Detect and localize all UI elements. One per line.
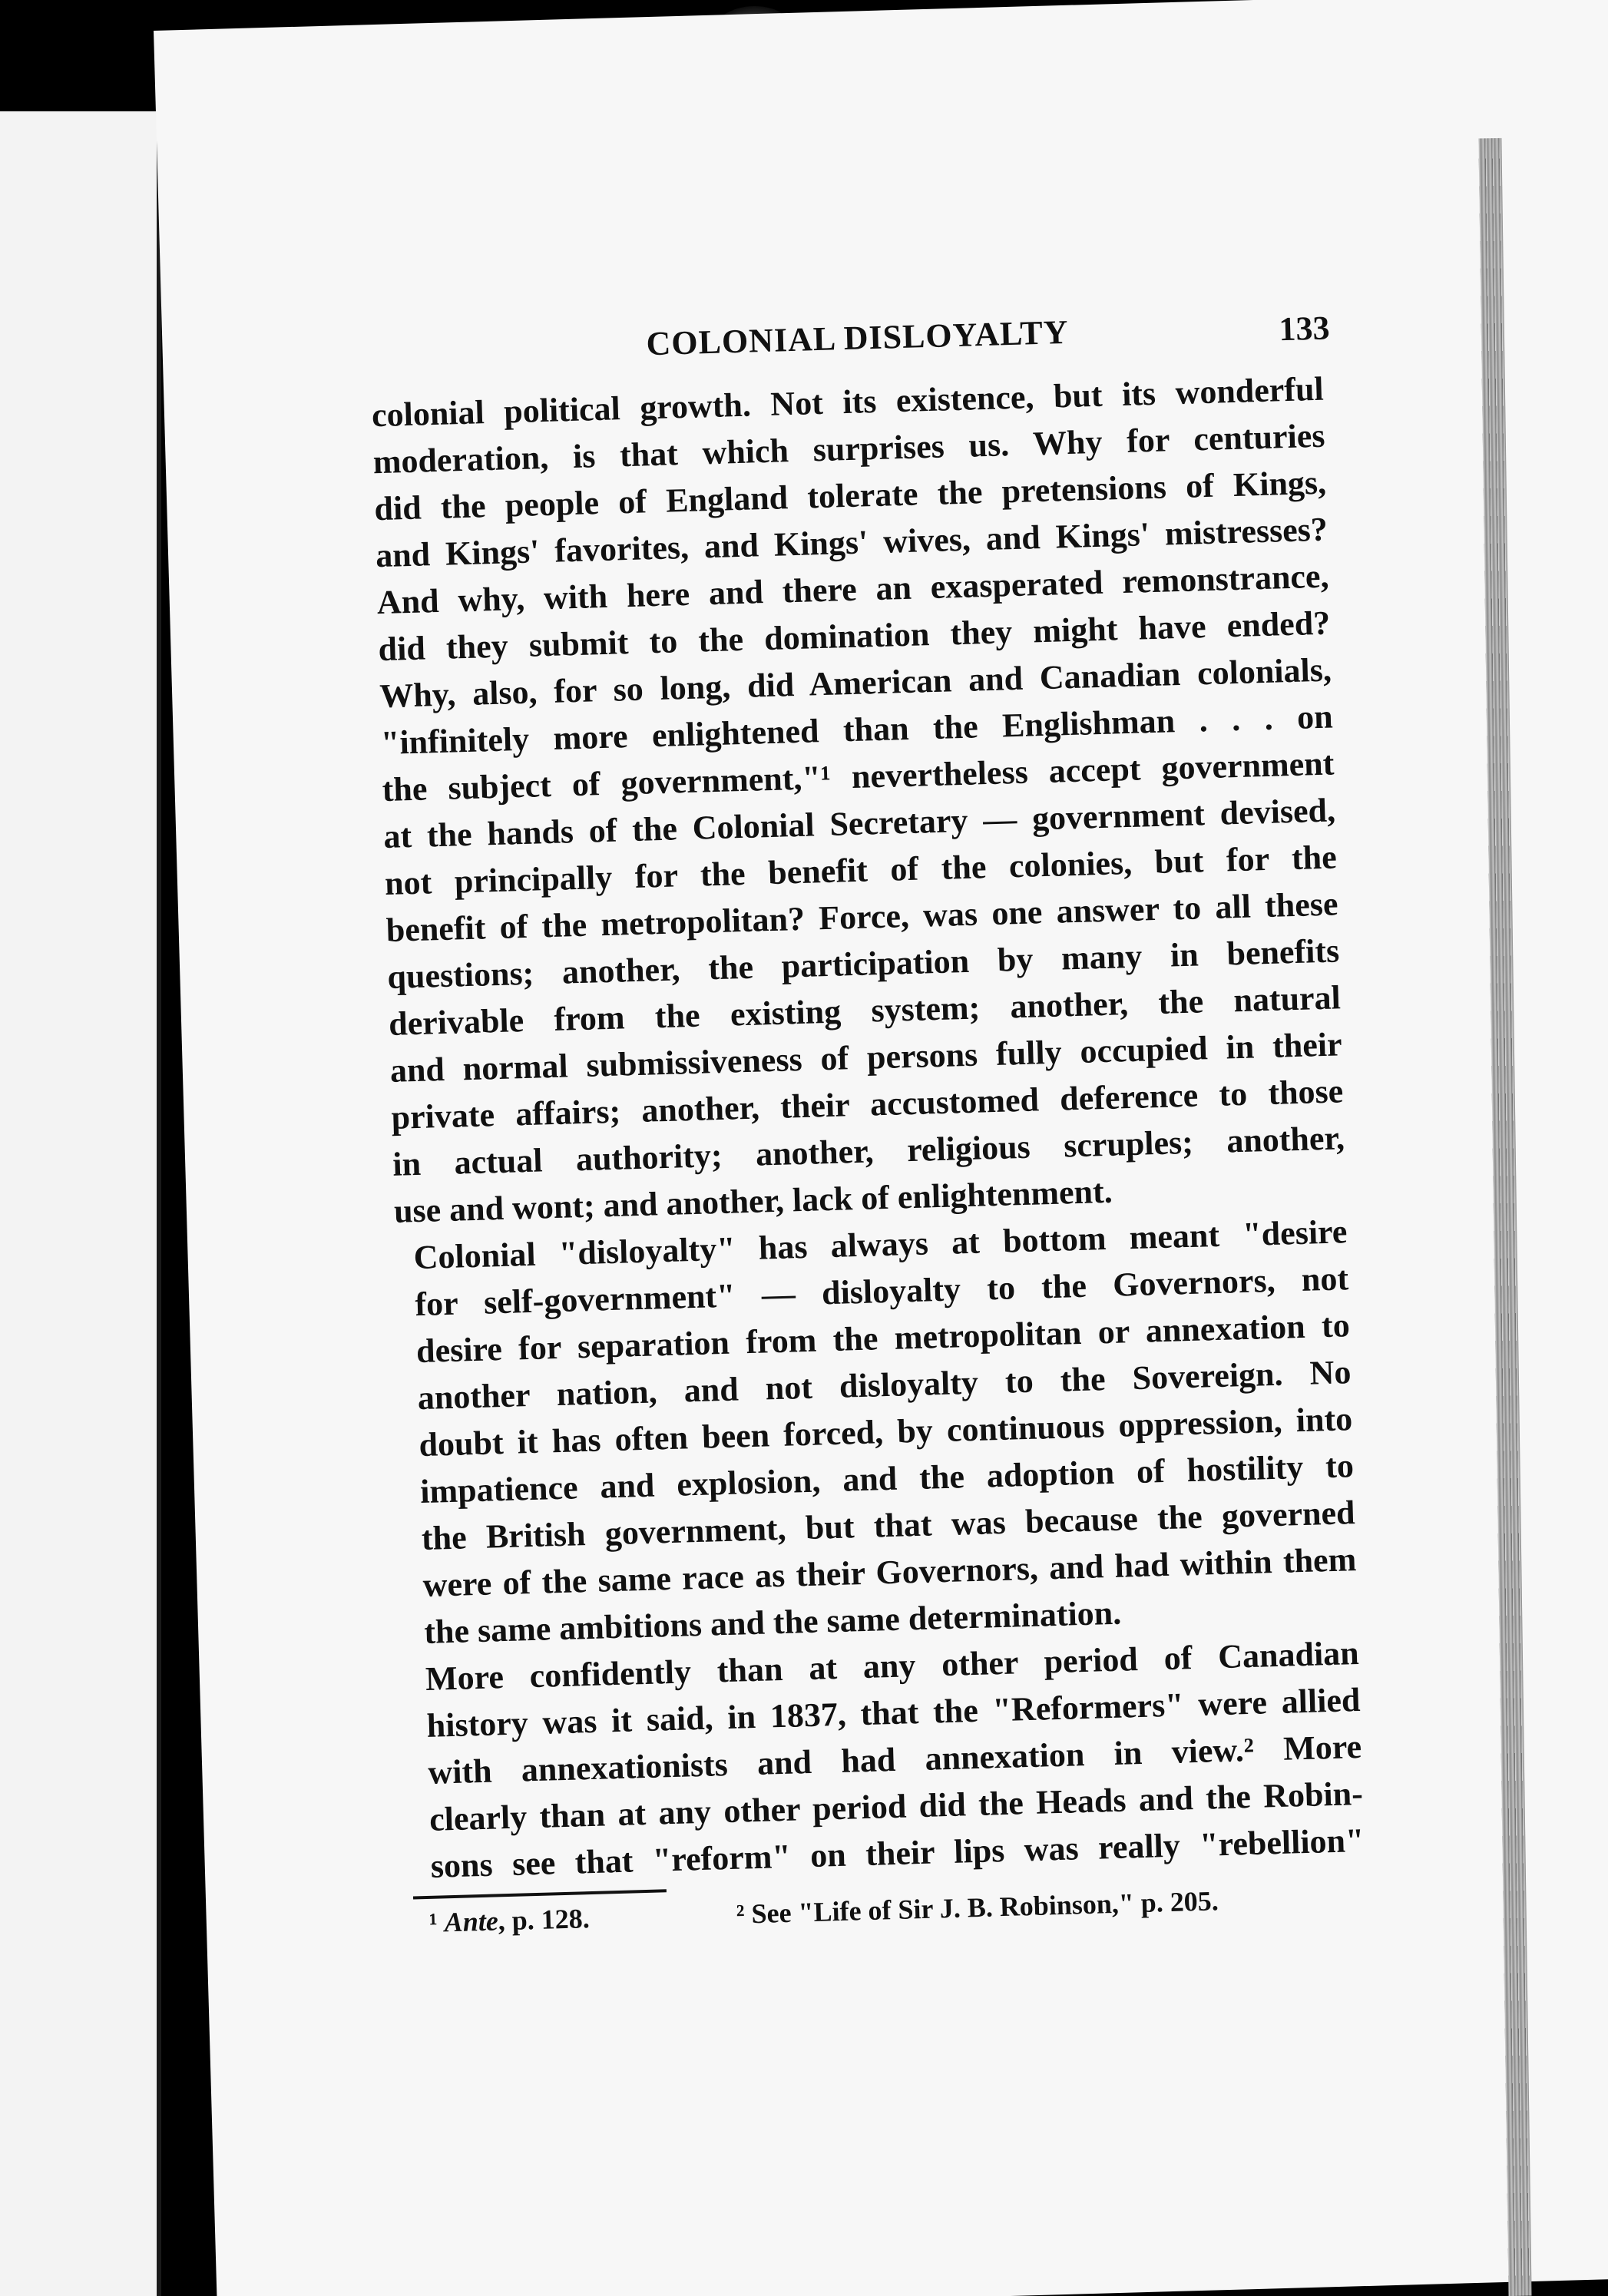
footnote-1 (428, 1902, 590, 1939)
text-line: for self-government" — disloyalty to the Governors, not (414, 1259, 1349, 1324)
text-line: sons see that "reform" on their lips was really "rebellion" (430, 1821, 1365, 1885)
text-line: And why, with here and there an exasperated remonstrance, (376, 557, 1330, 622)
footnote-1-text: , p. 128. (498, 1903, 591, 1937)
paragraph-3 (406, 1629, 1365, 1891)
text-line: with annexationists and had annexation in view.² More (427, 1727, 1362, 1791)
text-line: desire for separation from the metropolitan or annexation to (415, 1306, 1351, 1371)
footnotes (413, 1881, 1366, 1946)
text-line: and normal submissiveness of persons fully occupied in their (389, 1025, 1343, 1090)
text-line: at the hands of the Colonial Secretary — government devised, (382, 791, 1336, 856)
running-head (369, 290, 1331, 379)
page-number: 133 (1278, 309, 1331, 349)
text-line: More confidently than at any other period of Canadian (425, 1634, 1360, 1698)
text-line: Colonial "disloyalty" has always at bottom meant "desire (413, 1213, 1348, 1277)
text-line: Why, also, for so long, did American and Canadian colonials, (379, 650, 1332, 716)
page-content (369, 290, 1367, 1946)
text-line: questions; another, the participation by many in benefits (386, 931, 1340, 996)
text-line: did the people of England tolerate the pretensions of Kings, (373, 463, 1327, 528)
text-line: clearly than at any other period did the Heads and the Robin- (428, 1774, 1364, 1838)
text-line: were of the same race as their Governors, and had within them (422, 1540, 1357, 1604)
paragraph-1 (371, 366, 1346, 1235)
text-line: did they submit to the domination they might have ended? (377, 604, 1331, 669)
text-line: private affairs; another, their accustomed deference to those (390, 1072, 1344, 1136)
text-line: moderation, is that which surprises us. Why for centuries (372, 416, 1325, 481)
text-line: "infinitely more enlightened than the Englishman . . . on (380, 697, 1334, 763)
paragraph-2 (395, 1208, 1358, 1656)
text-line: another nation, and not disloyalty to the Sovereign. No (417, 1353, 1352, 1418)
footnote-1-marker: ¹ (428, 1907, 438, 1938)
footnote-rule (413, 1889, 667, 1899)
text-line: history was it said, in 1837, that the "Reformers" were allied (426, 1680, 1361, 1745)
text-line: the British government, but that was because the governed (421, 1494, 1356, 1558)
text-line: use and wont; and another, lack of enlightenment. (393, 1172, 1113, 1230)
text-line: and Kings' favorites, and Kings' wives, and Kings' mistresses? (375, 510, 1328, 575)
text-line: derivable from the existing system; another, the natural (388, 978, 1342, 1043)
book-page (154, 0, 1608, 2296)
facing-page-edge (0, 111, 161, 2296)
text-line: not principally for the benefit of the colonies, but for the (384, 838, 1338, 903)
footnote-1-italic: Ante (444, 1905, 499, 1938)
text-line: impatience and explosion, and the adoption of hostility to (419, 1447, 1355, 1511)
text-line: colonial political growth. Not its existence, but its wonderful (371, 369, 1325, 435)
footnote-2: ² See "Life of Sir J. B. Robinson," p. 205. (736, 1885, 1219, 1930)
text-line: the same ambitions and the same determination. (423, 1593, 1122, 1651)
text-line: the subject of government,"¹ nevertheless accept government (382, 744, 1335, 809)
text-line: benefit of the metropolitan? Force, was one answer to all these (385, 885, 1339, 949)
text-line: doubt it has often been forced, by continuous oppression, into (418, 1400, 1353, 1464)
running-head-title: COLONIAL DISLOYALTY (645, 313, 1070, 363)
text-line: in actual authority; another, religious scruples; another, (392, 1119, 1345, 1183)
